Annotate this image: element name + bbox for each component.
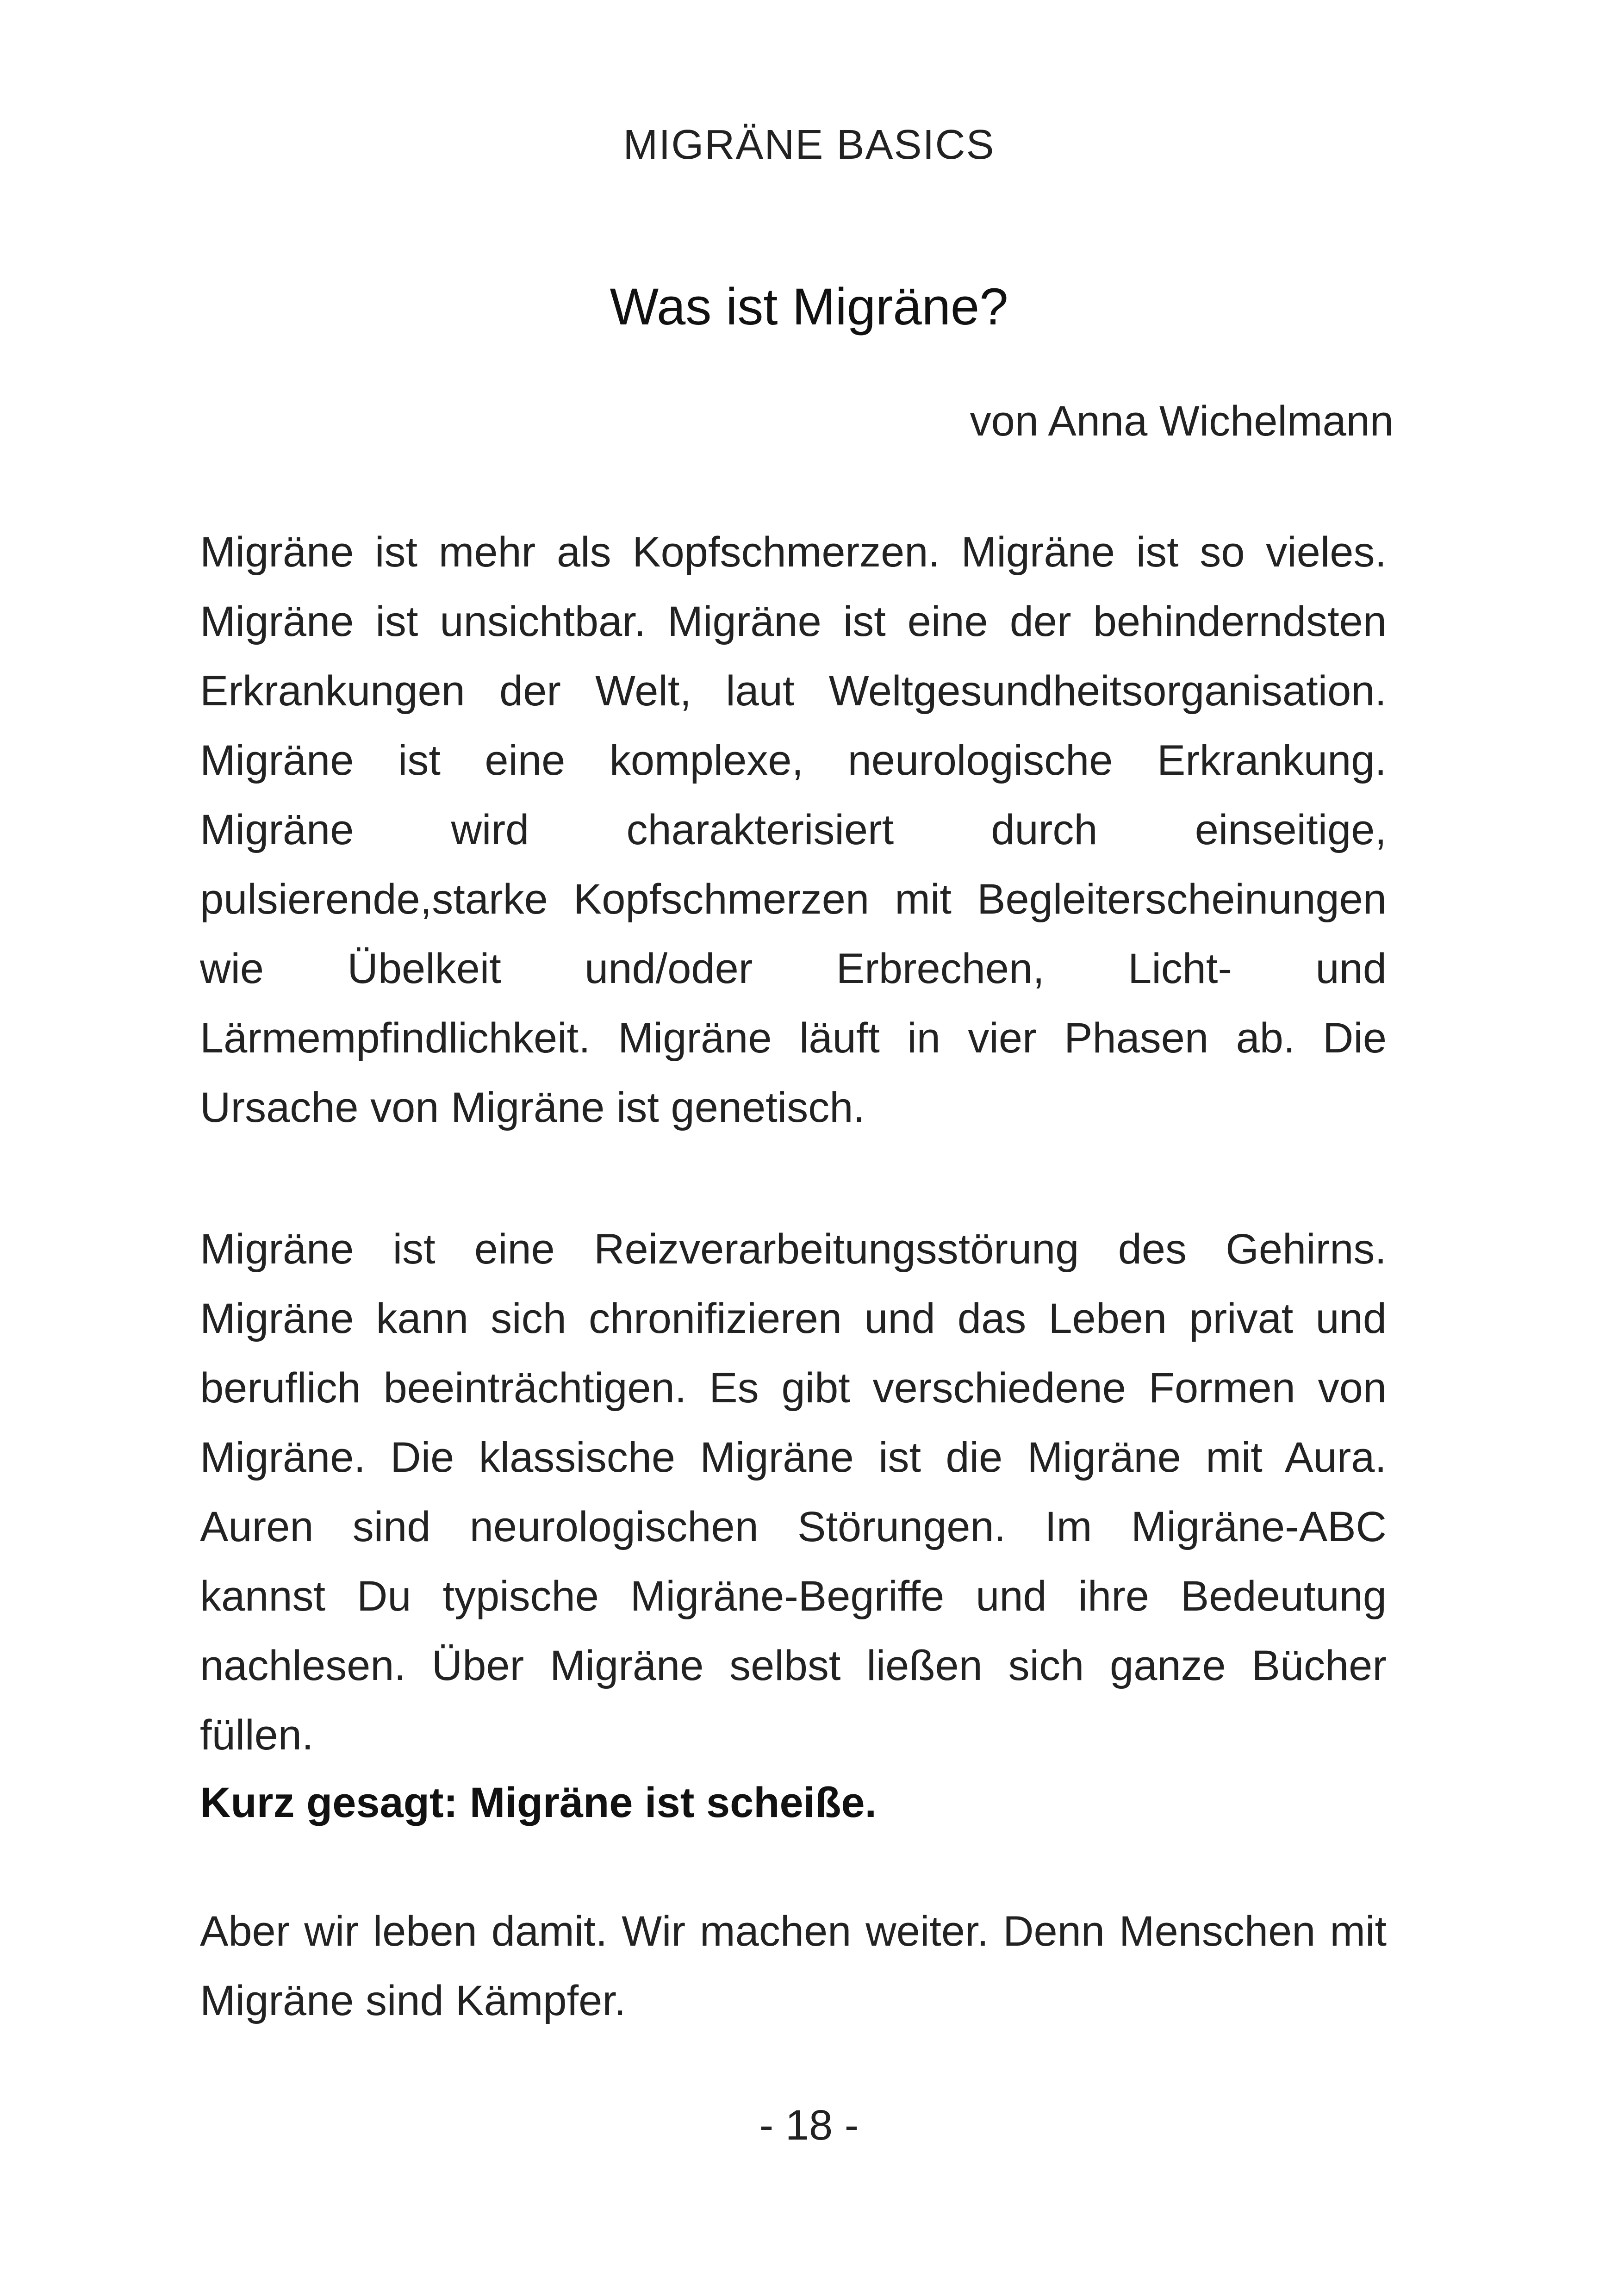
body-paragraph: Migräne ist mehr als Kopfschmerzen. Migräne ist so vieles. Migräne ist unsichtbar. Migräne ist eine der behinderndsten Erkrankungen der Welt, laut Weltgesundheitsorganisation. Migräne ist eine komplexe, neurologische Erkrankung. Migräne wird charakterisiert durch einseitige, pulsierende,starke Kopfschmerzen mit Begleiterscheinungen wie Übelkeit und/oder Erbrechen, Licht- und Lärmempfindlichkeit. Migräne läuft in vier Phasen ab. Die Ursache von Migräne ist genetisch. [200,529,1387,1131]
body-paragraph: Migräne ist eine Reizverarbeitungsstörung des Gehirns. Migräne kann sich chronifizieren und das Leben privat und beruflich beeinträchtigen. Es gibt verschiedene Formen von Migräne. Die klassische Migräne ist die Migräne mit Aura. Auren sind neurologischen Störungen. Im Migräne-ABC kannst Du typische Migräne-Begriffe und ihre Bedeutung nachlesen. Über Migräne selbst ließen sich ganze Bücher füllen. [200,1226,1387,1759]
page-number: - 18 - [759,2102,859,2149]
emphasis-statement: Kurz gesagt: Migräne ist scheiße. [200,1779,877,1826]
author-byline: von Anna Wichelmann [970,398,1394,445]
closing-paragraph: Aber wir leben damit. Wir machen weiter. Denn Menschen mit Migräne sind Kämpfer. [200,1908,1387,2024]
running-header: MIGRÄNE BASICS [623,122,995,168]
article-title: Was ist Migräne? [610,278,1008,336]
